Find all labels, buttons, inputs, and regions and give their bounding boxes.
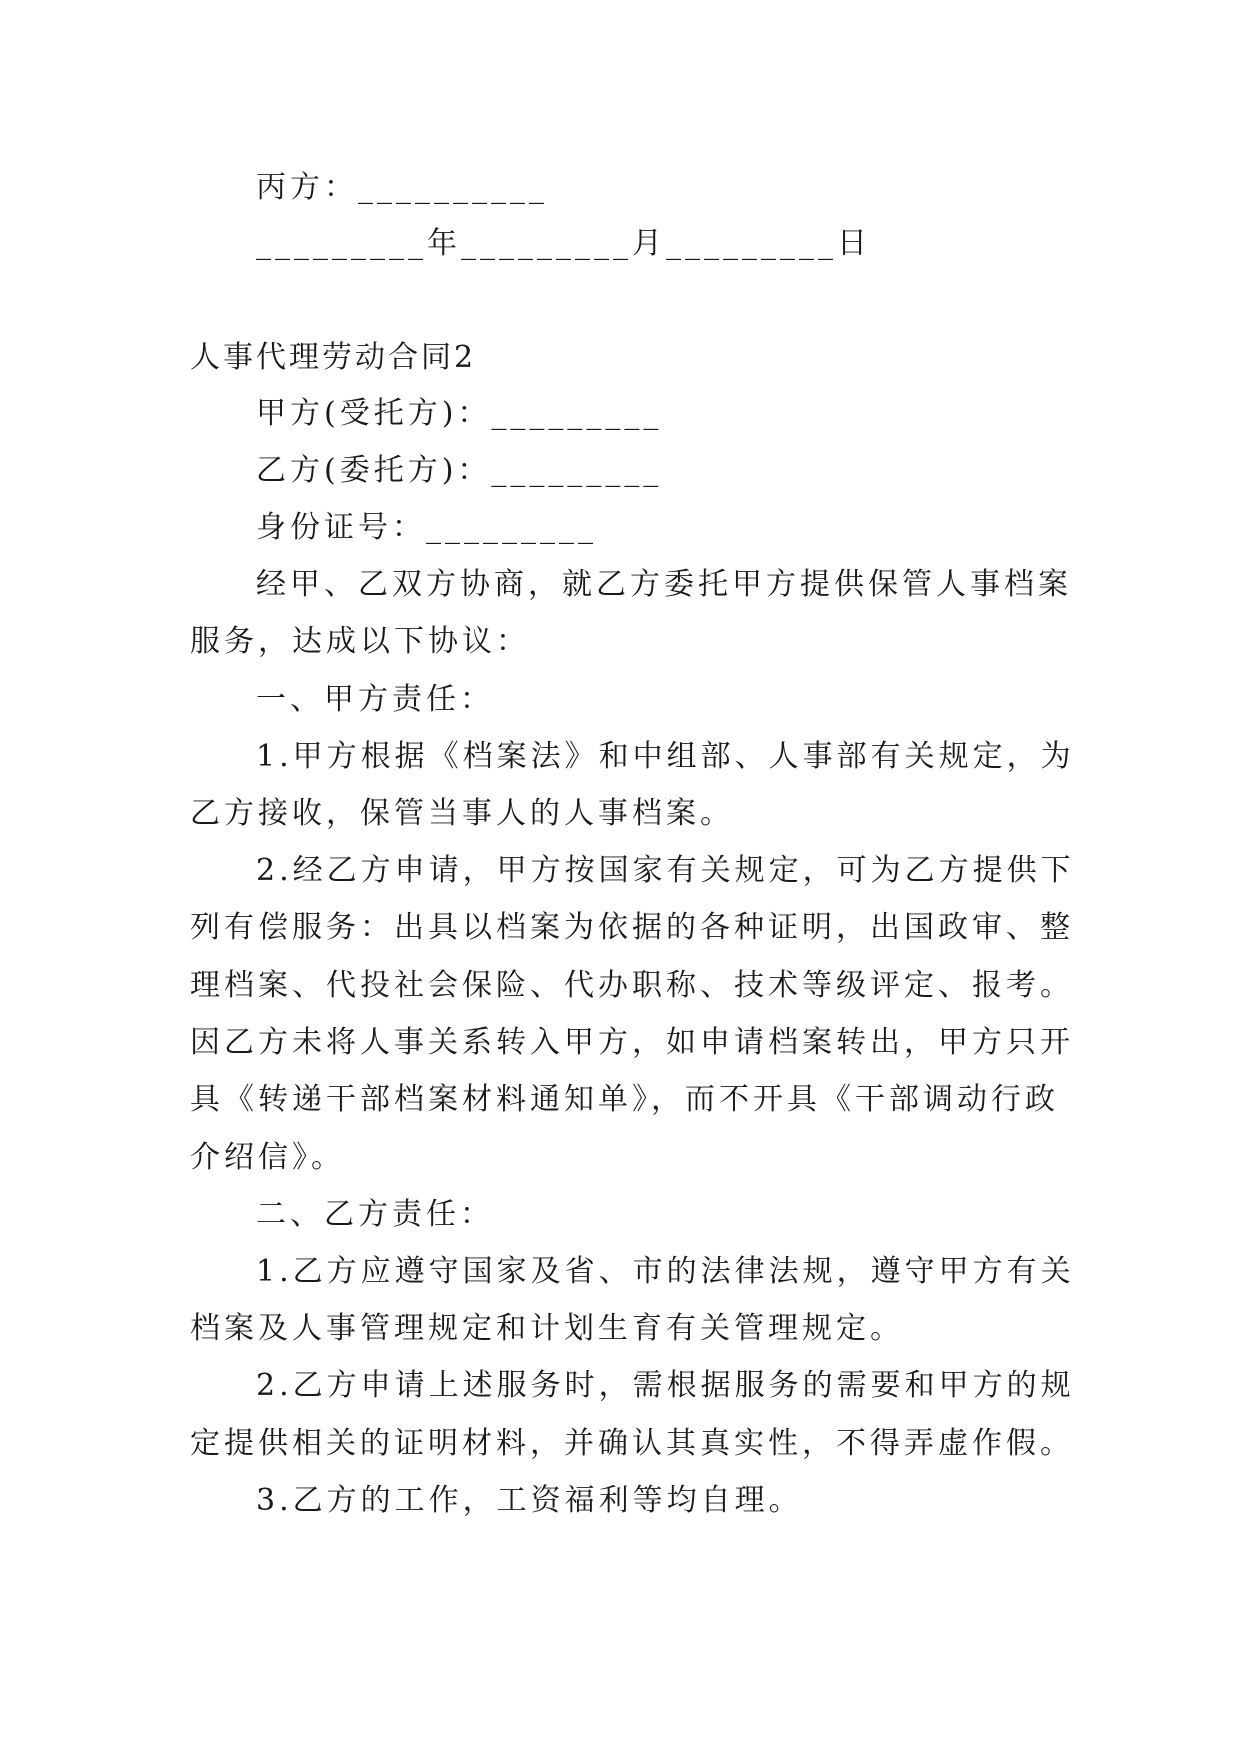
id-number-line: 身份证号：_________: [256, 510, 597, 545]
date-line: _________年_________月_________日: [256, 226, 871, 261]
part1-item2-line: 理档案、代投社会保险、代办职称、技术等级评定、报考。: [190, 968, 1074, 1003]
part2-item1-line: 档案及人事管理规定和计划生育有关管理规定。: [190, 1311, 904, 1346]
part2-item2-line: 定提供相关的证明材料，并确认其真实性，不得弄虚作假。: [190, 1426, 1074, 1461]
part2-item2-line: 2.乙方申请上述服务时，需根据服务的需要和甲方的规: [256, 1368, 1075, 1403]
part1-item2-line: 列有偿服务：出具以档案为依据的各种证明，出国政审、整: [190, 910, 1074, 945]
intro-line: 经甲、乙双方协商，就乙方委托甲方提供保管人事档案: [256, 567, 1072, 602]
part2-heading: 二、乙方责任：: [256, 1197, 494, 1232]
part2-item3-line: 3.乙方的工作，工资福利等均自理。: [256, 1483, 803, 1518]
part1-item1-line: 1.甲方根据《档案法》和中组部、人事部有关规定，为: [256, 739, 1075, 774]
part1-item2-line: 因乙方未将人事关系转入甲方，如申请档案转出，甲方只开: [190, 1025, 1074, 1060]
intro-line: 服务，达成以下协议：: [190, 624, 530, 659]
party-c-line: 丙方：__________: [256, 170, 548, 205]
part1-item2-line: 2.经乙方申请，甲方按国家有关规定，可为乙方提供下: [256, 853, 1075, 888]
section-title: 人事代理劳动合同2: [190, 340, 477, 375]
party-b-line: 乙方(委托方)：_________: [256, 453, 663, 488]
party-a-line: 甲方(受托方)：_________: [256, 396, 663, 431]
part1-item2-line: 具《转递干部档案材料通知单》，而不开具《干部调动行政: [190, 1082, 1059, 1117]
part1-heading: 一、甲方责任：: [256, 682, 494, 717]
part2-item1-line: 1.乙方应遵守国家及省、市的法律法规，遵守甲方有关: [256, 1254, 1075, 1289]
part1-item1-line: 乙方接收，保管当事人的人事档案。: [190, 796, 734, 831]
part1-item2-line: 介绍信》。: [190, 1140, 345, 1175]
